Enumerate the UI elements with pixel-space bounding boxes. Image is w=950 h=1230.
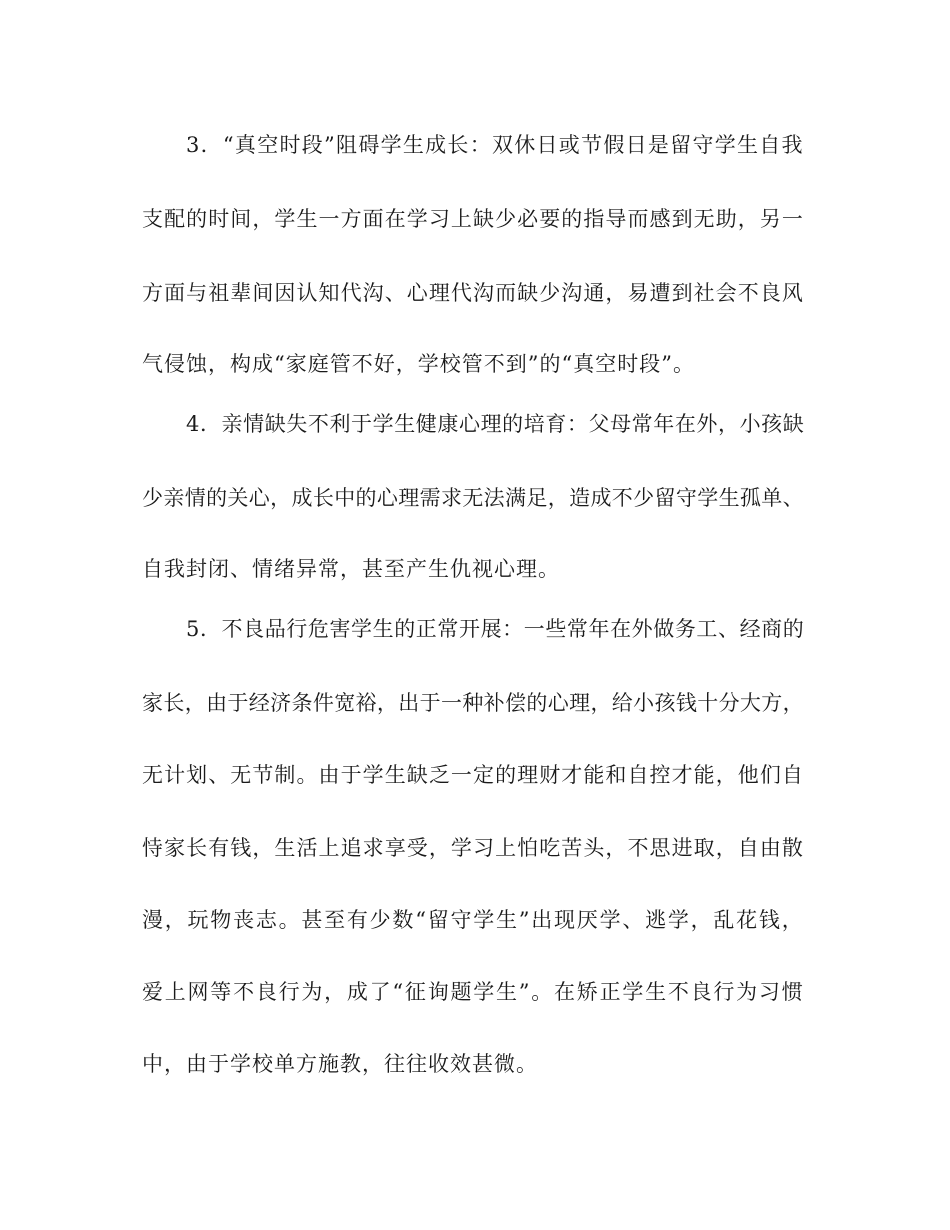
text-line: 支配的时间，学生一方面在学习上缺少必要的指导而感到无助，另一: [142, 207, 804, 231]
text-line: 漫，玩物丧志。甚至有少数“留守学生”出现厌学、逃学，乱花钱，: [142, 908, 805, 932]
text-line: 3．“真空时段”阻碍学生成长：双休日或节假日是留守学生自我: [186, 133, 804, 157]
text-line: 气侵蚀，构成“家庭管不好，学校管不到”的“真空时段”。: [142, 352, 695, 376]
text-line: 中，由于学校单方施教，往往收效甚微。: [142, 1052, 538, 1076]
text-line: 少亲情的关心，成长中的心理需求无法满足，造成不少留守学生孤单、: [142, 486, 804, 510]
text-line: 5．不良品行危害学生的正常开展：一些常年在外做务工、经商的: [186, 617, 805, 641]
text-line: 家长，由于经济条件宽裕，出于一种补偿的心理，给小孩钱十分大方，: [142, 691, 804, 715]
text-line: 爱上网等不良行为，成了“征询题学生”。在矫正学生不良行为习惯: [142, 980, 805, 1004]
text-line: 无计划、无节制。由于学生缺乏一定的理财才能和自控才能，他们自: [142, 763, 804, 787]
text-line: 恃家长有钱，生活上追求享受，学习上怕吃苦头，不思进取，自由散: [142, 836, 804, 860]
text-line: 自我封闭、情绪异常，甚至产生仇视心理。: [142, 557, 560, 581]
text-line: 方面与祖辈间因认知代沟、心理代沟而缺少沟通，易遭到社会不良风: [142, 281, 804, 305]
text-line: 4．亲情缺失不利于学生健康心理的培育：父母常年在外，小孩缺: [186, 412, 805, 436]
